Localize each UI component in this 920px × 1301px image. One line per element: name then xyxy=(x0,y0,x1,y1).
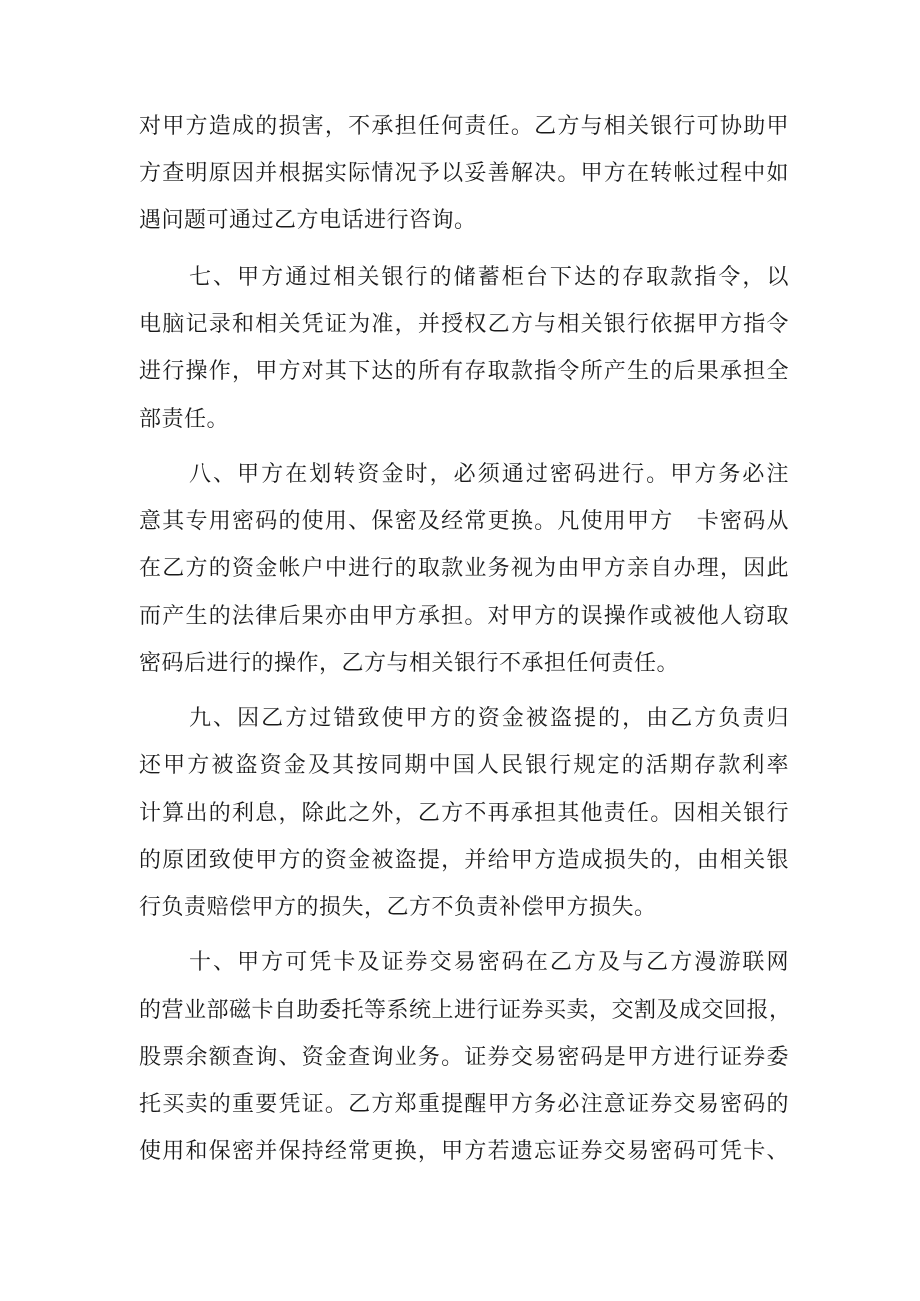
text-line: 七、甲方通过相关银行的储蓄柜台下达的存取款指令，以 xyxy=(189,265,789,290)
text-line: 十、甲方可凭卡及证券交易密码在乙方及与乙方漫游联网 xyxy=(189,950,789,975)
text-line: 的营业部磁卡自助委托等系统上进行证券买卖，交割及成交回报， xyxy=(139,998,792,1023)
text-line: 对甲方造成的损害，不承担任何责任。乙方与相关银行可协助甲 xyxy=(139,114,789,139)
text-line: 进行操作，甲方对其下达的所有存取款指令所产生的后果承担全 xyxy=(139,359,789,384)
text-line: 计算出的利息，除此之外，乙方不再承担其他责任。因相关银行 xyxy=(139,801,789,826)
text-line: 而产生的法律后果亦由甲方承担。对甲方的误操作或被他人窃取 xyxy=(139,604,789,629)
text-line: 八、甲方在划转资金时，必须通过密码进行。甲方务必注 xyxy=(189,462,789,487)
text-line: 的原团致使甲方的资金被盗提，并给甲方造成损失的，由相关银 xyxy=(139,848,789,873)
text-line: 股票余额查询、资金查询业务。证券交易密码是甲方进行证券委 xyxy=(139,1045,789,1070)
text-line: 在乙方的资金帐户中进行的取款业务视为由甲方亲自办理，因此 xyxy=(139,556,789,581)
text-line: 遇问题可通过乙方电话进行咨询。 xyxy=(139,208,477,233)
text-line: 托买卖的重要凭证。乙方郑重提醒甲方务必注意证券交易密码的 xyxy=(139,1092,789,1117)
text-line: 使用和保密并保持经常更换，甲方若遗忘证券交易密码可凭卡、 xyxy=(139,1139,789,1164)
text-line: 行负责赔偿甲方的损失，乙方不负责补偿甲方损失。 xyxy=(139,895,657,920)
text-line: 密码后进行的操作，乙方与相关银行不承担任何责任。 xyxy=(139,651,680,676)
text-line: 意其专用密码的使用、保密及经常更换。凡使用甲方 卡密码从 xyxy=(139,509,789,534)
text-line: 九、因乙方过错致使甲方的资金被盗提的，由乙方负责归 xyxy=(189,706,789,731)
text-line: 方查明原因并根据实际情况予以妥善解决。甲方在转帐过程中如 xyxy=(139,161,789,186)
text-line: 部责任。 xyxy=(139,407,230,432)
text-line: 电脑记录和相关凭证为准，并授权乙方与相关银行依据甲方指令 xyxy=(139,312,789,337)
text-line: 还甲方被盗资金及其按同期中国人民银行规定的活期存款利率 xyxy=(139,753,789,778)
